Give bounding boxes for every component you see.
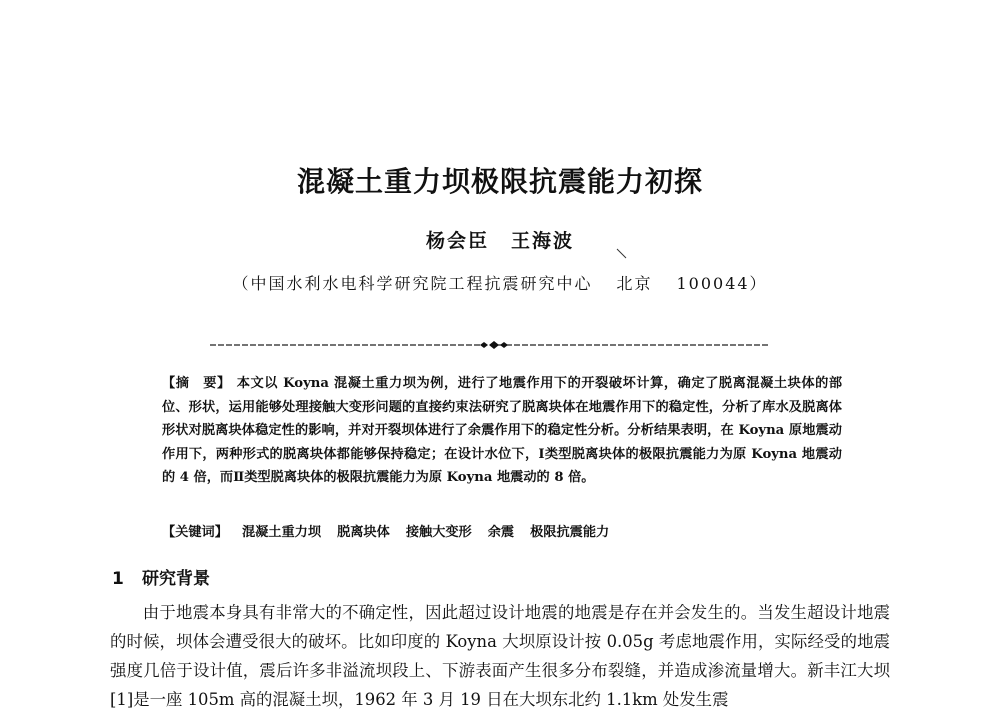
author-name: 王海波 [511, 230, 575, 252]
abstract [162, 372, 842, 490]
section-heading [112, 564, 210, 589]
abstract-label: 【摘 要】 [162, 376, 231, 391]
keyword-item: 混凝土重力坝 [241, 525, 322, 540]
affiliation-org: （中国水利水电科学研究院工程抗震研究中心 [232, 274, 593, 293]
affiliation-city: 北京 [616, 274, 653, 293]
affiliation-postcode: 100044） [676, 274, 768, 293]
paper-title: 混凝土重力坝极限抗震能力初探 [296, 165, 703, 198]
author-list [0, 226, 1000, 253]
keyword-item: 脱离块体 [337, 525, 390, 540]
ornamental-divider [210, 341, 768, 349]
keyword-item: 余震 [487, 525, 515, 540]
section-title: 研究背景 [142, 569, 210, 589]
scan-mark-icon [616, 248, 628, 260]
keyword-item: 接触大变形 [405, 525, 472, 540]
keyword-item: 极限抗震能力 [530, 525, 610, 540]
keywords-label: 【关键词】 [162, 525, 228, 540]
keywords [162, 521, 842, 545]
abstract-text: 本文以 Koyna 混凝土重力坝为例，进行了地震作用下的开裂破坏计算，确定了脱离混凝土块体的部位、形状，运用能够处理接触大变形问题的直接约束法研究了脱离块体在地震作用下的稳定性，分析了库水及脱离体形状对脱离块体稳定性的影响，并对开裂坝体进行了余震作用下的稳定性分析。分析结果表明，在 Koyna 原地震动作用下，两种形式的脱离块体都能够保持稳定；在设计水位下，Ⅰ类型脱离块体的极限抗震能力为原 Koyna 地震动的 4 倍，而Ⅱ类型脱离块体的极限抗震能力为原 Koyna 地震动的 8 倍。 [162, 376, 843, 486]
affiliation [0, 271, 1000, 294]
body-paragraph: 由于地震本身具有非常大的不确定性，因此超过设计地震的地震是存在并会发生的。当发生超设计地震的时候，坝体会遭受很大的破坏。比如印度的 Koyna 大坝原设计按 0.05g 考虑地震作用，实际经受的地震强度几倍于设计值，震后许多非溢流坝段上、下游表面产生很多分布裂缝，并造成渗流量增大。新丰江大坝[1]是一座 105m 高的混凝土坝，1962 年 3 月 19 日在大坝东北约 1.1km 处发生震 [110, 603, 890, 709]
author-name: 杨会臣 [425, 230, 489, 252]
section-number: 1 [112, 569, 124, 589]
